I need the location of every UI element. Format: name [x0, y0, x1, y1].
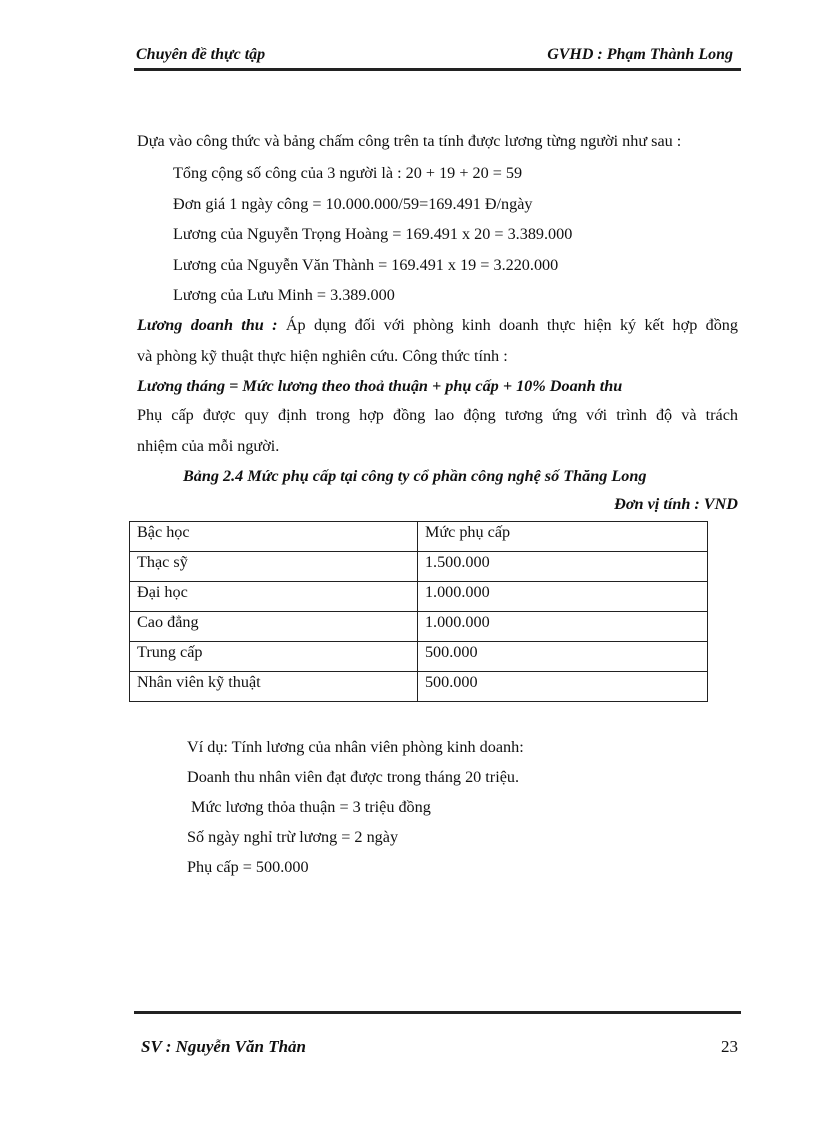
- table-cell-amount: 500.000: [417, 642, 707, 672]
- table-cell-level: Đại học: [130, 582, 418, 612]
- table-row: [130, 582, 708, 612]
- calc-line-total-days: Tổng cộng số công của 3 người là : 20 + 19 + 20 = 59: [173, 164, 523, 182]
- footer-student: SV : Nguyễn Văn Thản: [141, 1037, 307, 1056]
- table-cell-amount: 1.000.000: [417, 582, 707, 612]
- allowance-paragraph-line-2: nhiệm của mỗi người.: [137, 437, 280, 455]
- example-line-leave-days: Số ngày nghỉ trừ lương = 2 ngày: [187, 828, 399, 846]
- salary-formula: Lương tháng = Mức lương theo thoả thuận + phụ cấp + 10% Doanh thu: [137, 377, 623, 395]
- calc-line-salary-thanh: Lương của Nguyễn Văn Thành = 169.491 x 19 = 3.220.000: [173, 256, 559, 274]
- table-row: [130, 642, 708, 672]
- table-row: [130, 552, 708, 582]
- header-title: Chuyên đề thực tập: [136, 46, 266, 63]
- calc-line-unit-price: Đơn giá 1 ngày công = 10.000.000/59=169.491 Đ/ngày: [173, 195, 533, 213]
- table-cell-amount: 1.500.000: [417, 552, 707, 582]
- table-cell-amount: 500.000: [417, 672, 707, 702]
- calc-line-salary-hoang: Lương của Nguyễn Trọng Hoàng = 169.491 x 20 = 3.389.000: [173, 225, 573, 243]
- footer-divider: [134, 1011, 741, 1014]
- revenue-paragraph-line-1: [137, 315, 738, 335]
- table-cell-amount: 1.000.000: [417, 612, 707, 642]
- example-line-allowance: Phụ cấp = 500.000: [187, 858, 309, 876]
- example-line-intro: Ví dụ: Tính lương của nhân viên phòng kinh doanh:: [187, 738, 524, 756]
- example-line-revenue: Doanh thu nhân viên đạt được trong tháng 20 triệu.: [187, 768, 520, 786]
- table-cell-level: Trung cấp: [130, 642, 418, 672]
- page-number: 23: [721, 1037, 738, 1056]
- example-line-agreed-salary: Mức lương thỏa thuận = 3 triệu đồng: [187, 798, 431, 816]
- allowance-paragraph-line-1: Phụ cấp được quy định trong hợp đồng lao động tương ứng với trình độ và trách: [137, 406, 738, 424]
- revenue-paragraph-line-2: và phòng kỹ thuật thực hiện nghiên cứu. Công thức tính :: [137, 347, 508, 365]
- table-unit: Đơn vị tính : VND: [614, 495, 738, 513]
- table-row: [130, 672, 708, 702]
- table-row: [130, 612, 708, 642]
- table-caption: Bảng 2.4 Mức phụ cấp tại công ty cổ phần công nghệ số Thăng Long: [183, 467, 647, 485]
- table-cell-level: Nhân viên kỹ thuật: [130, 672, 418, 702]
- table-cell-level: Thạc sỹ: [130, 552, 418, 582]
- revenue-text-1: Áp dụng đối với phòng kinh doanh thực hiện ký kết hợp đồng: [285, 316, 738, 334]
- calc-line-salary-minh: Lương của Lưu Minh = 3.389.000: [173, 286, 395, 304]
- intro-paragraph: Dựa vào công thức và bảng chấm công trên ta tính được lương từng người như sau :: [137, 132, 682, 150]
- table-cell-level: Cao đẳng: [130, 612, 418, 642]
- revenue-label: Lương doanh thu :: [137, 316, 278, 334]
- allowance-table: [129, 521, 708, 702]
- page-header: [134, 46, 741, 68]
- table-header-cell: Mức phụ cấp: [417, 522, 707, 552]
- header-divider: [134, 68, 741, 71]
- table-header-cell: Bậc học: [130, 522, 418, 552]
- header-supervisor: GVHD : Phạm Thành Long: [547, 46, 733, 63]
- table-header-row: [130, 522, 708, 552]
